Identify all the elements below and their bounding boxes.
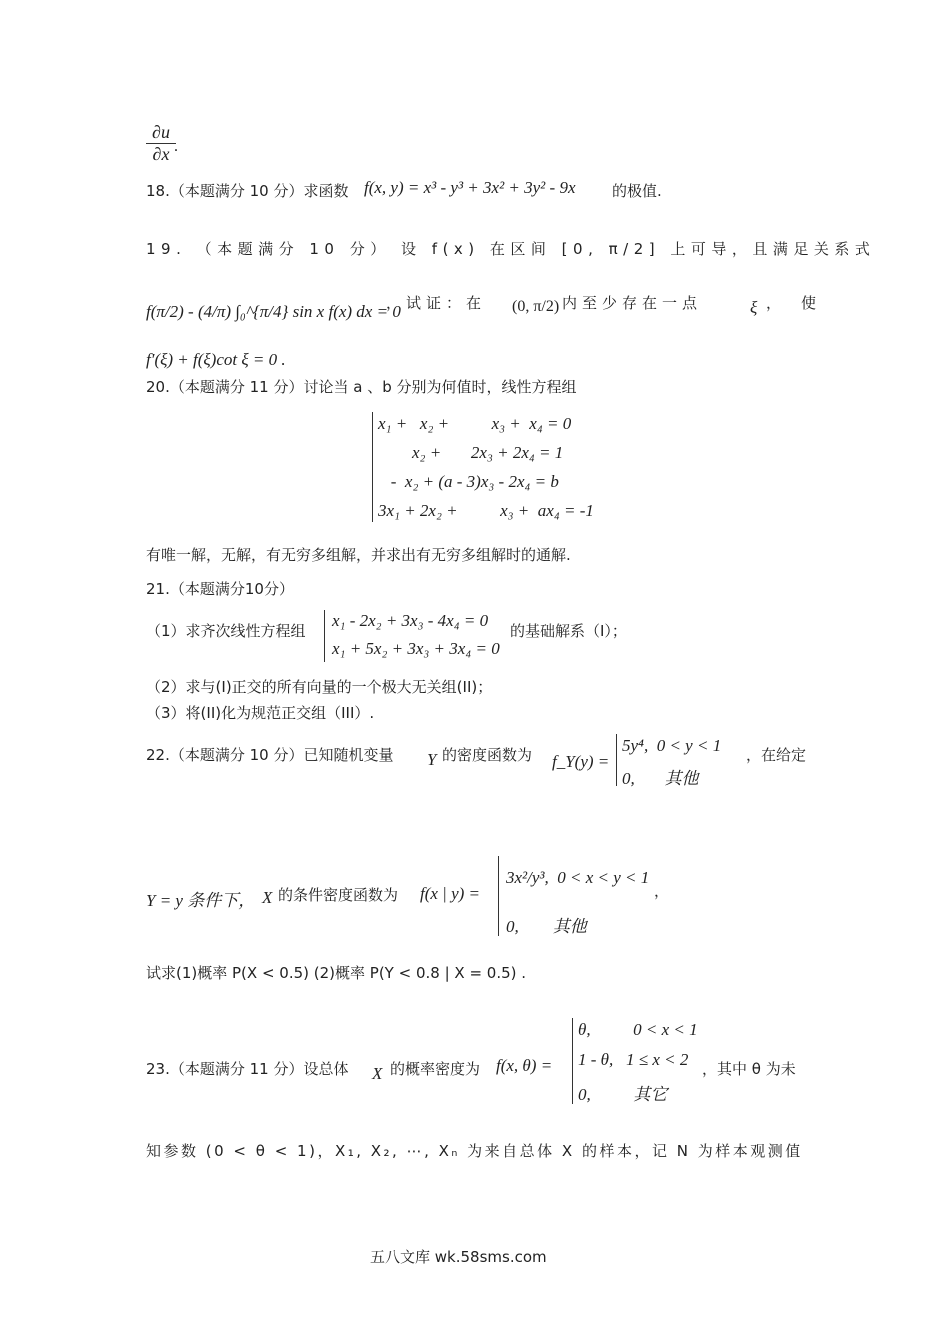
q22-brace <box>616 734 617 786</box>
q23-line2: 知参数 (0 < θ < 1)，X₁, X₂, ⋯, Xₙ 为来自总体 X 的样本，记 N 为样本观测值 <box>146 1142 803 1160</box>
q21-p1-post: 的基础解系（I）； <box>510 622 627 640</box>
q22-fxy: f(x | y) = <box>420 884 481 903</box>
q19-mid2: 内至少存在一点 <box>562 294 703 312</box>
q22-cond-mid: 的条件密度函数为 <box>278 886 399 904</box>
q21-eq2: x₁ + 5x₂ + 3x₃ + 3x₄ = 0 <box>332 639 500 658</box>
q23-X: X <box>372 1064 383 1083</box>
q21-p2: （2）求与(I)正交的所有向量的一个极大无关组(II)； <box>146 678 493 696</box>
q20-eq3: - x₂ + (a - 3)x₃ - 2x₄ = b <box>378 472 559 491</box>
q21-brace <box>324 610 325 662</box>
q21-eq1: x₁ - 2x₂ + 3x₃ - 4x₄ = 0 <box>332 611 489 630</box>
q20-tail: 有唯一解，无解，有无穷多组解，并求出有无穷多组解时的通解. <box>146 546 571 564</box>
q22-case1: 5y⁴, 0 < y < 1 <box>622 736 722 755</box>
q22-text2: 的密度函数为 <box>442 746 533 764</box>
q22-Y: Y <box>427 750 437 769</box>
q22-ask: 试求(1)概率 P(X < 0.5) (2)概率 P(Y < 0.8 | X = 0.5) . <box>146 964 527 982</box>
q19-mid: ，试证：在 <box>386 294 487 312</box>
q19-conclusion: f′(ξ) + f(ξ)cot ξ = 0 . <box>146 350 286 369</box>
q18-formula: f(x, y) = x³ - y³ + 3x² + 3y² - 9x <box>364 178 576 197</box>
partial-derivative: $\frac{\partial u}{\partial x}$ <box>146 122 176 165</box>
q23-case3: 0, 其它 <box>578 1085 668 1104</box>
q21-p1-pre: （1）求齐次线性方程组 <box>146 622 306 640</box>
q23-text: 23.（本题满分 11 分）设总体 <box>146 1060 349 1078</box>
q22-ccase2: 0, 其他 <box>506 917 587 936</box>
q23-case2: 1 - θ, 1 ≤ x < 2 <box>578 1050 689 1069</box>
q23-fx: f(x, θ) = <box>496 1056 553 1075</box>
q23-brace <box>572 1018 573 1104</box>
q19-formula: f(π/2) - (4/π) ∫₀^{π/4} sin x f(x) dx = 0 <box>146 302 401 321</box>
q22-X: X <box>262 888 273 907</box>
q22-fY: f_Y(y) = <box>552 752 610 771</box>
q20-brace <box>372 412 373 522</box>
q19-xi: ξ <box>750 298 758 317</box>
q20-text: 20.（本题满分 11 分）讨论当 a 、b 分别为何值时，线性方程组 <box>146 378 577 396</box>
q22-ccase1: 3x²/y³, 0 < x < y < 1 <box>506 868 650 887</box>
q22-cond-pre: Y = y 条件下， <box>146 891 256 910</box>
q22-cond-brace <box>498 856 499 936</box>
q20-eq2: x₂ + 2x₃ + 2x₄ = 1 <box>378 443 564 462</box>
q22-comma: ， <box>654 882 670 900</box>
q22-case2: 0, 其他 <box>622 769 699 788</box>
q19-end: ，使 <box>766 294 837 312</box>
q19-interval: (0, π/2) <box>512 298 560 315</box>
q22-tail: ，在给定 <box>746 746 807 764</box>
q19-line1: 19. （本题满分 10 分） 设 f(x) 在区间 [0, π/2] 上可导，且满足关系式 <box>146 240 876 258</box>
footer-site: 五八文库 wk.58sms.com <box>370 1248 547 1266</box>
q23-tail: ，其中 θ 为未 <box>702 1060 796 1078</box>
q20-eq1: x₁ + x₂ + x₃ + x₄ = 0 <box>378 414 572 433</box>
q20-eq4: 3x₁ + 2x₂ + x₃ + ax₄ = -1 <box>378 501 594 520</box>
q21-title: 21.（本题满分10分） <box>146 580 294 598</box>
q21-p3: （3）将(II)化为规范正交组（III）. <box>146 704 375 722</box>
q22-text: 22.（本题满分 10 分）已知随机变量 <box>146 746 394 764</box>
q23-case1: θ, 0 < x < 1 <box>578 1020 698 1039</box>
period: . <box>174 138 178 155</box>
q23-text2: 的概率密度为 <box>390 1060 481 1078</box>
q18-tail: 的极值. <box>612 182 662 200</box>
q18-text: 18.（本题满分 10 分）求函数 <box>146 182 349 200</box>
